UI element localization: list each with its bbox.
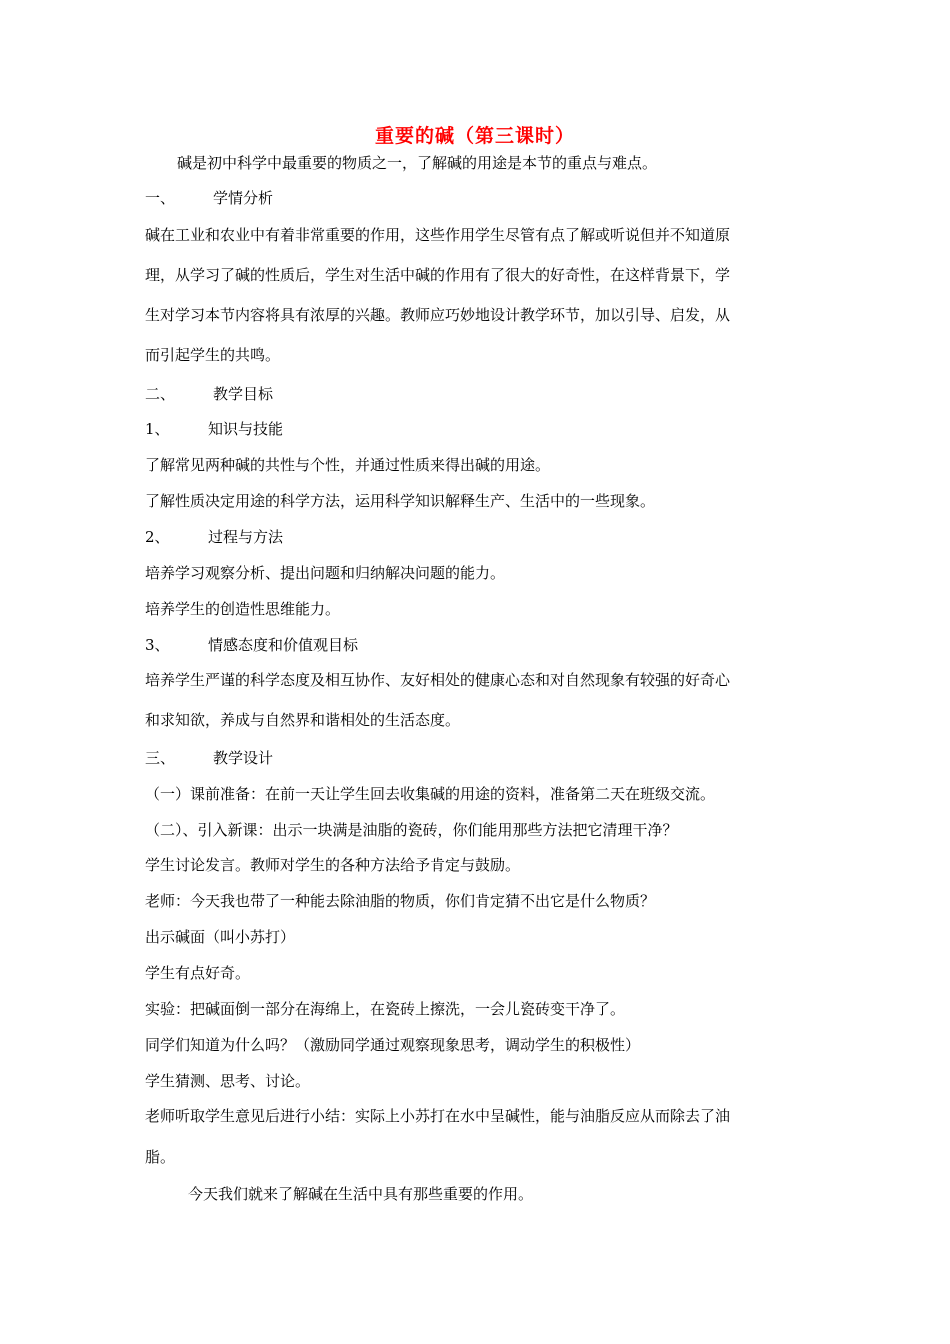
paragraph-line: 培养学生严谨的科学态度及相互协作、友好相处的健康心态和对自然现象有较强的好奇心: [145, 671, 731, 689]
subsection-number: 1、: [145, 420, 170, 438]
paragraph-line: 生对学习本节内容将具有浓厚的兴趣。教师应巧妙地设计教学环节，加以引导、启发，从: [145, 306, 731, 324]
section-number: 二、: [145, 385, 176, 403]
section-title: 教学设计: [213, 749, 274, 767]
section-title: 教学目标: [213, 385, 274, 403]
paragraph-line: （二）、引入新课：出示一块满是油脂的瓷砖，你们能用那些方法把它清理干净？: [145, 821, 678, 839]
section-number: 三、: [145, 749, 176, 767]
subsection-heading-3: [145, 635, 815, 655]
paragraph-line: 同学们知道为什么吗？（激励同学通过观察现象思考，调动学生的积极性）: [145, 1036, 641, 1054]
paragraph-line: 老师：今天我也带了一种能去除油脂的物质，你们肯定猜不出它是什么物质？: [145, 892, 656, 910]
intro-paragraph: 碱是初中科学中最重要的物质之一，了解碱的用途是本节的重点与难点。: [177, 154, 658, 172]
paragraph-line: （一）课前准备：在前一天让学生回去收集碱的用途的资料，准备第二天在班级交流。: [145, 785, 716, 803]
paragraph-line: 实验：把碱面倒一部分在海绵上，在瓷砖上擦洗，一会儿瓷砖变干净了。: [145, 1000, 626, 1018]
paragraph-line: 了解性质决定用途的科学方法，运用科学知识解释生产、生活中的一些现象。: [145, 492, 656, 510]
paragraph-line: 脂。: [145, 1148, 176, 1166]
paragraph-line: 学生猜测、思考、讨论。: [145, 1072, 311, 1090]
subsection-number: 3、: [145, 636, 170, 654]
section-number: 一、: [145, 189, 176, 207]
subsection-title: 知识与技能: [208, 420, 284, 438]
document-title: 重要的碱（第三课时）: [374, 125, 575, 147]
paragraph-line: 和求知欲，养成与自然界和谐相处的生活态度。: [145, 711, 461, 729]
paragraph-line: 老师听取学生意见后进行小结：实际上小苏打在水中呈碱性，能与油脂反应从而除去了油: [145, 1107, 731, 1125]
paragraph-line: 碱在工业和农业中有着非常重要的作用，这些作用学生尽管有点了解或听说但并不知道原: [145, 226, 731, 244]
paragraph-line: 了解常见两种碱的共性与个性，并通过性质来得出碱的用途。: [145, 456, 551, 474]
paragraph-line: 培养学生的创造性思维能力。: [145, 600, 341, 618]
paragraph-line: 而引起学生的共鸣。: [145, 346, 281, 364]
paragraph-line: 学生讨论发言。教师对学生的各种方法给予肯定与鼓励。: [145, 856, 521, 874]
section-heading-2: [145, 384, 815, 404]
section-heading-1: [145, 188, 815, 208]
paragraph-line: 今天我们就来了解碱在生活中具有那些重要的作用。: [188, 1185, 534, 1203]
subsection-number: 2、: [145, 528, 170, 546]
paragraph-line: 出示碱面（叫小苏打）: [145, 928, 296, 946]
paragraph-line: 理，从学习了碱的性质后，学生对生活中碱的作用有了很大的好奇性，在这样背景下，学: [145, 266, 731, 284]
subsection-title: 过程与方法: [208, 528, 284, 546]
paragraph-line: 培养学习观察分析、提出问题和归纳解决问题的能力。: [145, 564, 506, 582]
paragraph-line: 学生有点好奇。: [145, 964, 251, 982]
subsection-heading-1: [145, 419, 815, 439]
section-heading-3: [145, 748, 815, 768]
subsection-title: 情感态度和价值观目标: [208, 636, 359, 654]
section-title: 学情分析: [213, 189, 274, 207]
subsection-heading-2: [145, 527, 815, 547]
